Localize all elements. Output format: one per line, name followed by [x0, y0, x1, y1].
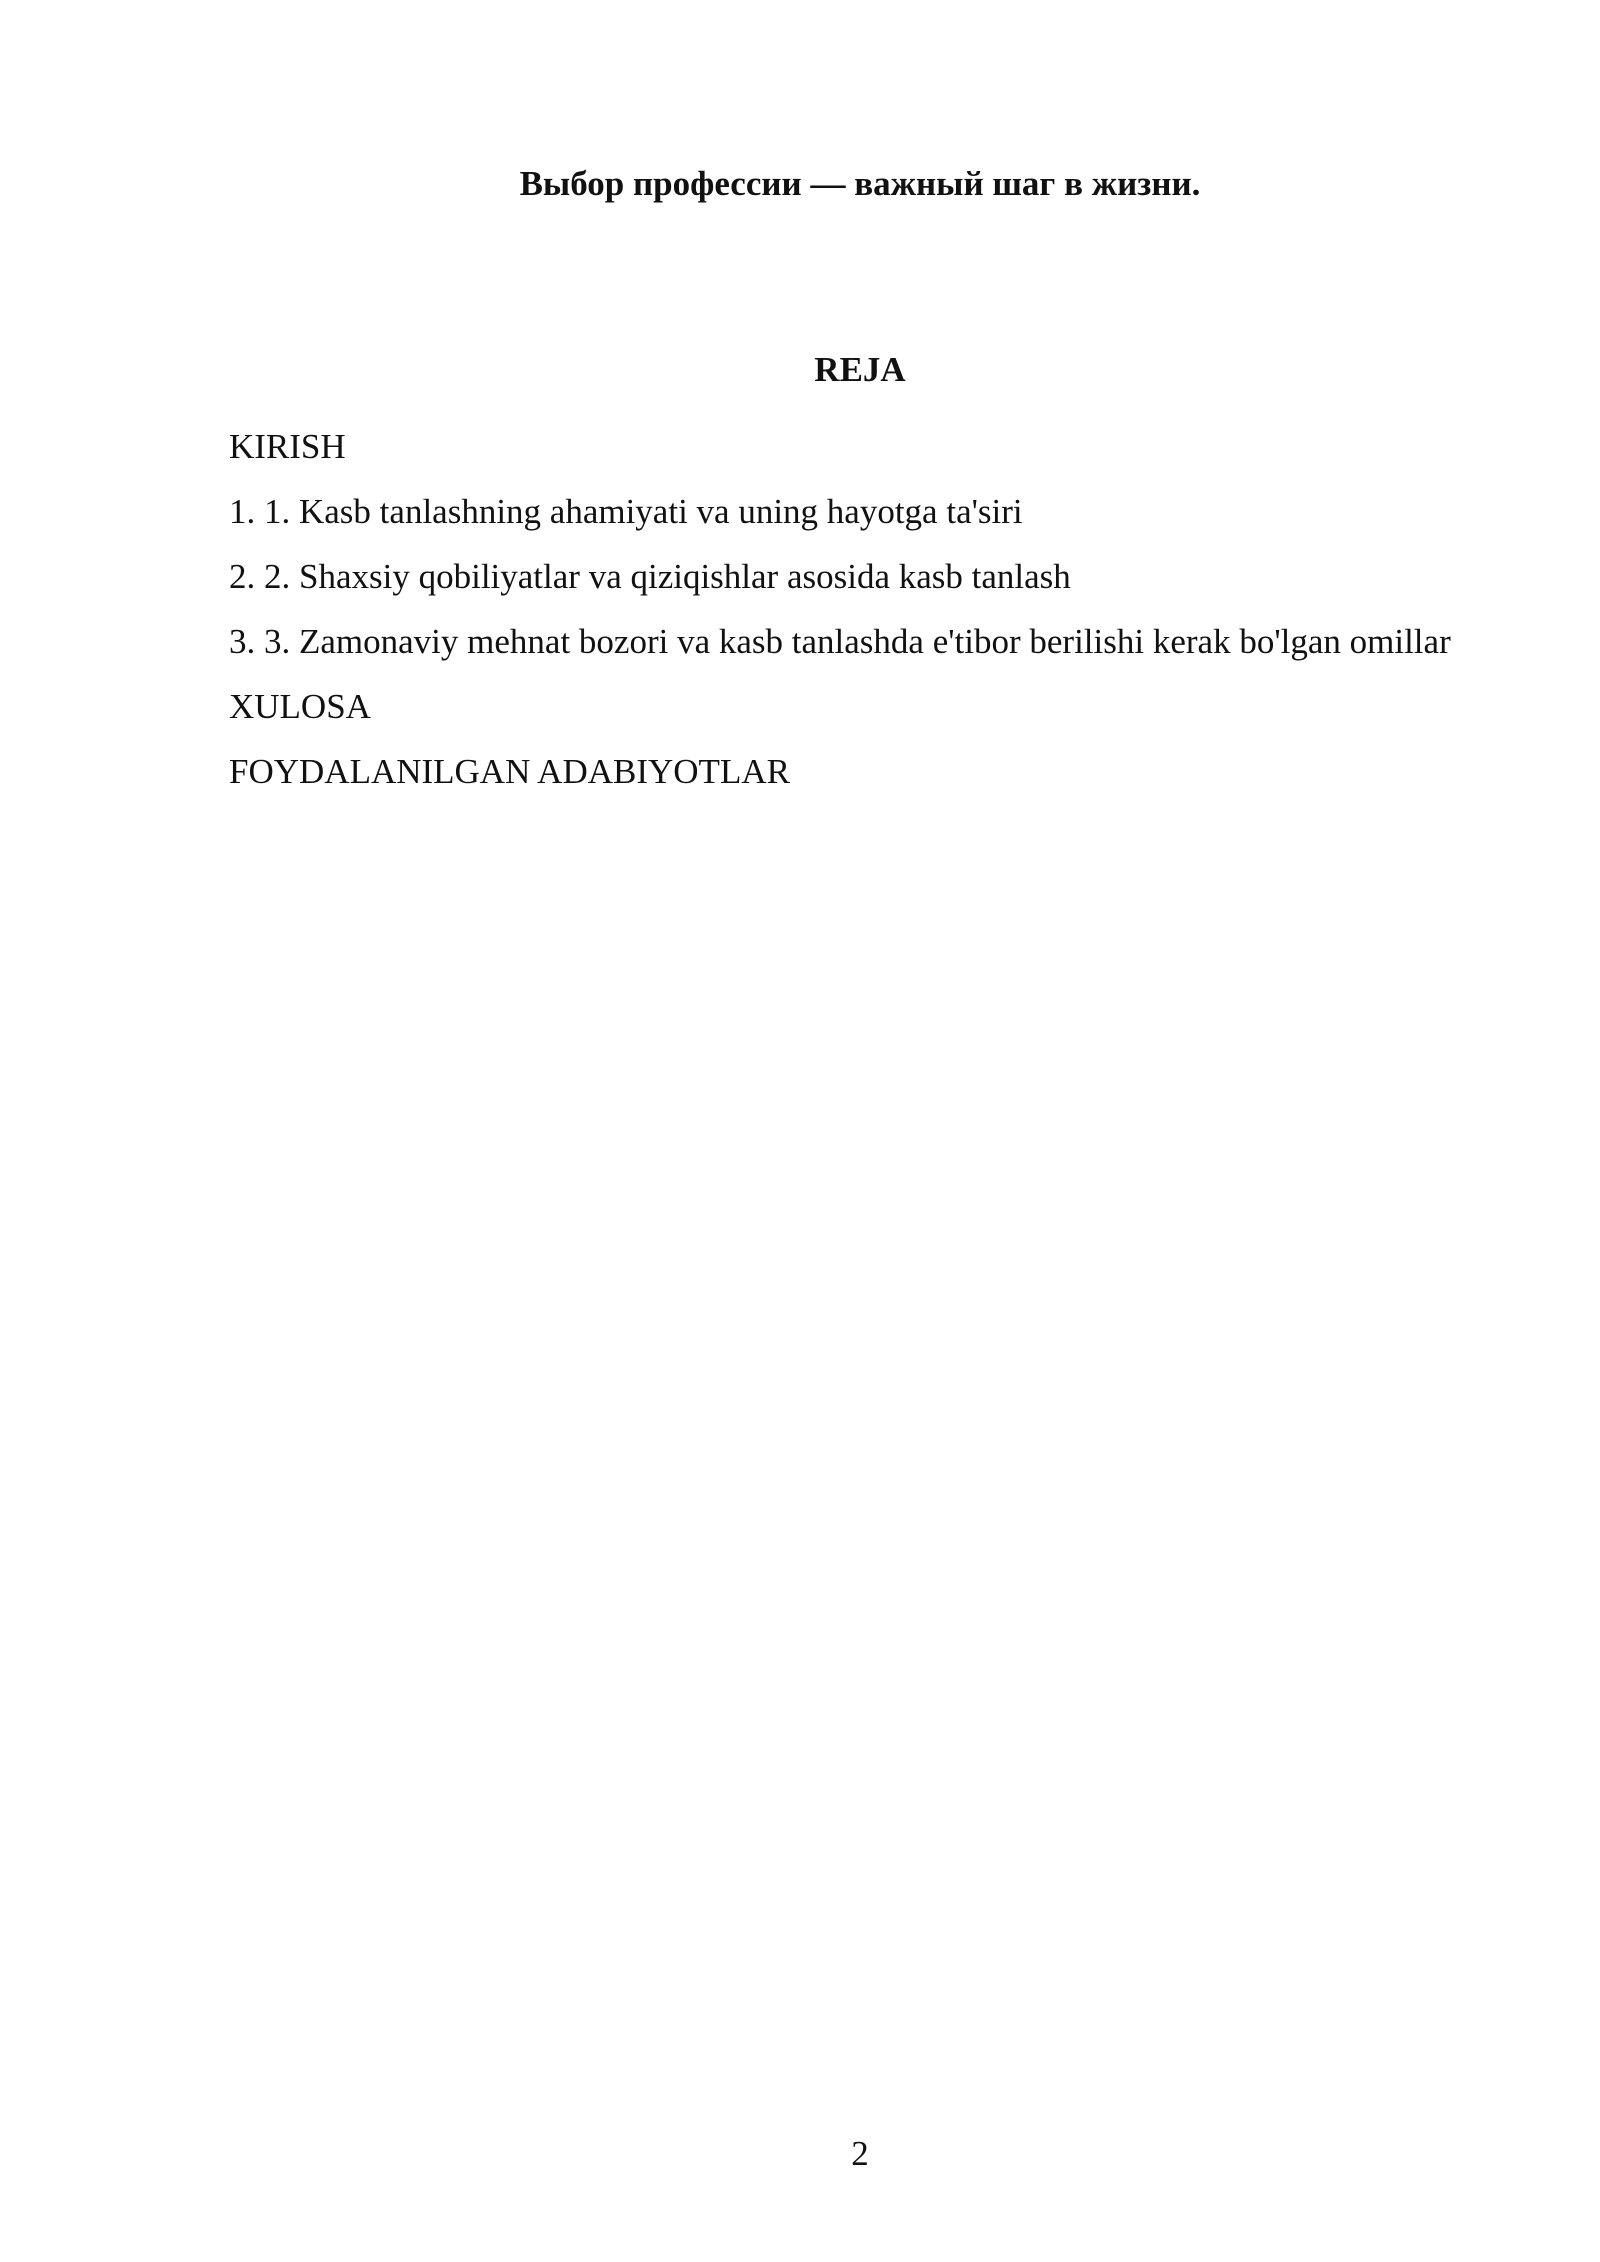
plan-item-2: 2. 2. Shaxsiy qobiliyatlar va qiziqishlar asosida kasb tanlash: [229, 557, 1071, 596]
plan-heading: REJA: [814, 350, 906, 389]
plan-item-introduction: KIRISH: [229, 427, 346, 466]
page-number: 2: [851, 2134, 869, 2173]
document-title: Выбор профессии — важный шаг в жизни.: [519, 164, 1201, 203]
plan-item-1: 1. 1. Kasb tanlashning ahamiyati va uning hayotga ta'siri: [229, 492, 1023, 531]
plan-item-conclusion: XULOSA: [229, 687, 371, 726]
plan-item-3: 3. 3. Zamonaviy mehnat bozori va kasb tanlashda e'tibor berilishi kerak bo'lgan omillar: [229, 622, 1451, 661]
plan-item-references: FOYDALANILGAN ADABIYOTLAR: [229, 752, 790, 791]
plan-list: [229, 419, 1459, 809]
